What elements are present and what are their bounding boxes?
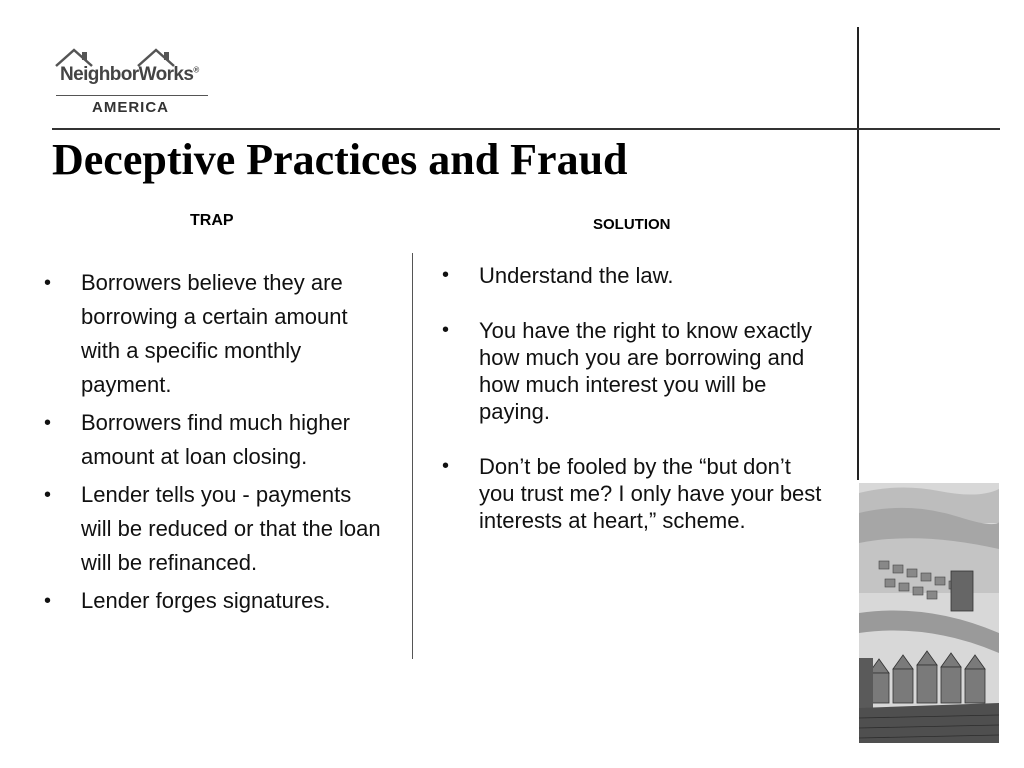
neighborhood-illustration [859,483,999,743]
solution-heading: SOLUTION [593,216,671,233]
list-item: • Understand the law. [442,262,832,289]
logo-subtitle: AMERICA [92,99,169,116]
list-item: • Borrowers believe they are borrowing a certain amount with a specific monthly payment. [44,266,384,402]
list-item: • You have the right to know exactly how much you are borrowing and how much interest you will be paying. [442,317,832,425]
page-title: Deceptive Practices and Fraud [52,135,628,184]
horizontal-divider [52,128,1000,130]
list-item: • Don’t be fooled by the “but don’t you trust me? I only have your best interests at heart,” scheme. [442,453,832,534]
list-item: • Lender forges signatures. [44,584,384,618]
logo-brand: NeighborWorks® [60,64,199,85]
solution-list [442,262,832,562]
column-divider [412,253,413,659]
neighborworks-logo [52,46,214,124]
trap-list [44,266,384,622]
list-item: • Borrowers find much higher amount at loan closing. [44,406,384,474]
list-item: • Lender tells you - payments will be reduced or that the loan will be refinanced. [44,478,384,580]
trap-heading: TRAP [190,212,234,229]
vertical-divider [857,27,859,480]
logo-divider [56,95,208,96]
